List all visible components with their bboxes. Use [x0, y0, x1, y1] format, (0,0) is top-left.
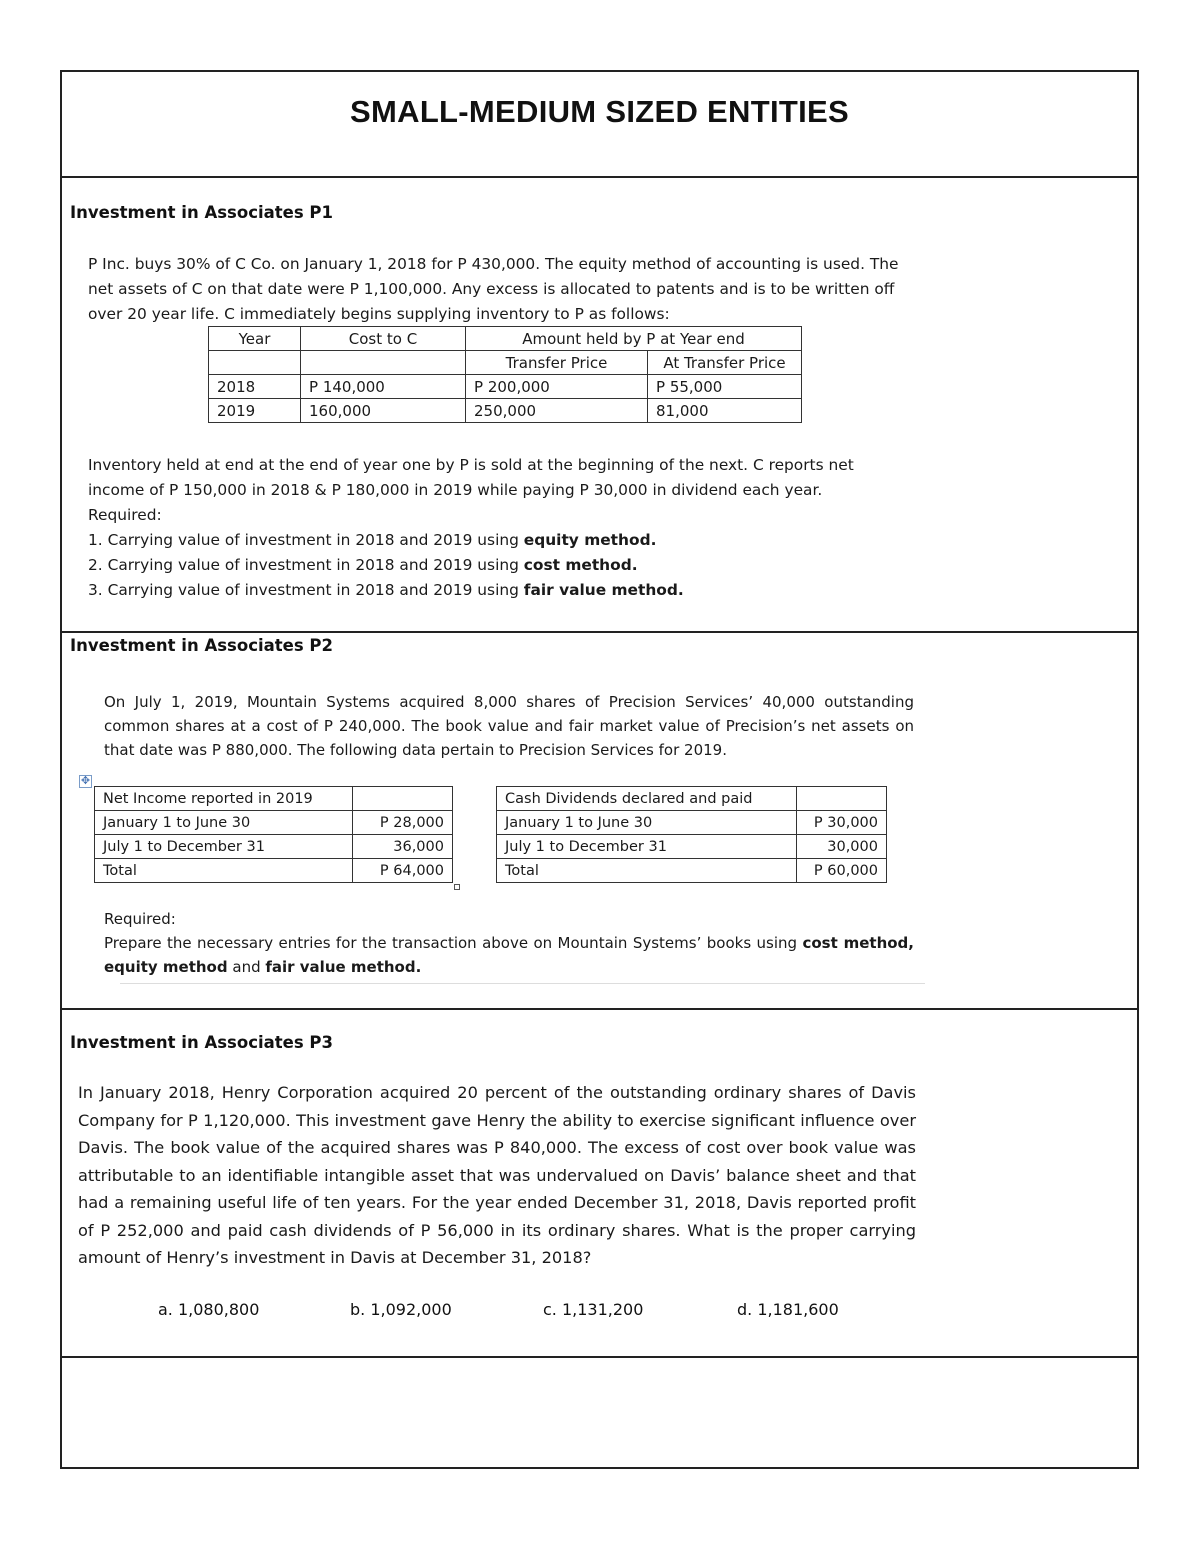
choice-d: d. 1,181,600	[737, 1300, 839, 1319]
table-cell	[797, 787, 887, 811]
table-cell	[209, 351, 301, 375]
table-row	[497, 835, 887, 859]
table-row	[209, 375, 802, 399]
p2-required	[104, 907, 914, 979]
table-cell: 2018	[209, 375, 301, 399]
p2-required-text	[104, 931, 914, 979]
section-heading-p1: Investment in Associates P1	[70, 203, 333, 222]
required-joiner: and	[227, 958, 266, 976]
table-resize-handle[interactable]	[454, 884, 460, 890]
table-header: Net Income reported in 2019	[95, 787, 353, 811]
faint-rule	[120, 983, 925, 984]
header-amount-held: Amount held by P at Year end	[466, 327, 802, 351]
table-move-handle-icon[interactable]: ✥	[80, 775, 91, 787]
table-cell: 2019	[209, 399, 301, 423]
required-methods: cost method, equity method	[104, 934, 914, 976]
table-row	[95, 811, 453, 835]
p1-body-line: income of P 150,000 in 2018 & P 180,000 in 2019 while paying P 30,000 in dividend each year.	[88, 481, 823, 499]
table-cell: January 1 to June 30	[497, 811, 797, 835]
table-cell: Total	[497, 859, 797, 883]
p1-body-line: Inventory held at end at the end of year one by P is sold at the beginning of the next. C reports net	[88, 456, 854, 474]
p1-inventory-table	[208, 326, 802, 423]
divider-p3	[60, 1356, 1139, 1358]
header-year: Year	[209, 327, 301, 351]
table-header: Cash Dividends declared and paid	[497, 787, 797, 811]
table-row	[497, 787, 887, 811]
table-cell: January 1 to June 30	[95, 811, 353, 835]
table-cell: 81,000	[648, 399, 802, 423]
divider-p2	[60, 1008, 1139, 1010]
table-cell: July 1 to December 31	[497, 835, 797, 859]
item-text: 3. Carrying value of investment in 2018 and 2019 using	[88, 581, 524, 599]
table-cell: P 60,000	[797, 859, 887, 883]
required-text: Prepare the necessary entries for the transaction above on Mountain Systems’ books using	[104, 934, 803, 952]
item-method: equity method.	[523, 531, 657, 549]
table-cell: P 64,000	[353, 859, 453, 883]
p1-required-item	[88, 553, 958, 578]
table-cell	[301, 351, 466, 375]
p1-intro-line: P Inc. buys 30% of C Co. on January 1, 2018 for P 430,000. The equity method of accounting is used. The	[88, 255, 899, 273]
p1-body	[88, 453, 958, 603]
p1-required-label: Required:	[88, 506, 162, 524]
table-row	[209, 399, 802, 423]
item-method: cost method.	[523, 556, 638, 574]
item-method: fair value method.	[523, 581, 684, 599]
document-title: SMALL-MEDIUM SIZED ENTITIES	[350, 94, 849, 129]
p3-body: In January 2018, Henry Corporation acquired 20 percent of the outstanding ordinary shares of Davis Company for P 1,120,000. This investment gave Henry the ability to exercise significant influence over Davis. The book value of the acquired shares was P 840,000. The excess of cost over book value was attributable to an identifiable intangible asset that was undervalued on Davis’ balance sheet and that had a remaining useful life of ten years. For the year ended December 31, 2018, Davis reported profit of P 252,000 and paid cash dividends of P 56,000 in its ordinary shares. What is the proper carrying amount of Henry’s investment in Davis at December 31, 2018?	[78, 1083, 916, 1267]
table-row	[95, 859, 453, 883]
section-heading-p3: Investment in Associates P3	[70, 1033, 333, 1052]
table-cell: 250,000	[466, 399, 648, 423]
table-row	[497, 859, 887, 883]
table-cell: July 1 to December 31	[95, 835, 353, 859]
table-cell: 30,000	[797, 835, 887, 859]
table-cell: P 28,000	[353, 811, 453, 835]
table-cell: P 200,000	[466, 375, 648, 399]
p1-intro	[88, 252, 958, 327]
item-text: 2. Carrying value of investment in 2018 and 2019 using	[88, 556, 524, 574]
table-row	[95, 787, 453, 811]
table-cell: P 55,000	[648, 375, 802, 399]
choice-b: b. 1,092,000	[350, 1300, 452, 1319]
table-cell: 160,000	[301, 399, 466, 423]
p2-intro: On July 1, 2019, Mountain Systems acquired 8,000 shares of Precision Services’ 40,000 outstanding common shares at a cost of P 240,000. The book value and fair market value of Precision’s net assets on that date was P 880,000. The following data pertain to Precision Services for 2019.	[104, 693, 914, 759]
p2-net-income-table	[94, 786, 453, 883]
table-cell	[353, 787, 453, 811]
divider-p1	[60, 631, 1139, 633]
p2-dividends-table	[496, 786, 887, 883]
table-row	[209, 351, 802, 375]
required-method-last: fair value method.	[265, 958, 422, 976]
header-cost: Cost to C	[301, 327, 466, 351]
header-at-transfer-price: At Transfer Price	[648, 351, 802, 375]
section-heading-p2: Investment in Associates P2	[70, 636, 333, 655]
p2-required-label: Required:	[104, 910, 176, 928]
table-cell: P 140,000	[301, 375, 466, 399]
choice-a: a. 1,080,800	[158, 1300, 260, 1319]
table-cell: 36,000	[353, 835, 453, 859]
choice-c: c. 1,131,200	[543, 1300, 644, 1319]
table-row	[497, 811, 887, 835]
p1-intro-line: over 20 year life. C immediately begins supplying inventory to P as follows:	[88, 305, 670, 323]
table-row	[95, 835, 453, 859]
header-transfer-price: Transfer Price	[466, 351, 648, 375]
item-text: 1. Carrying value of investment in 2018 and 2019 using	[88, 531, 524, 549]
divider-title	[60, 176, 1139, 178]
table-row	[209, 327, 802, 351]
table-cell: Total	[95, 859, 353, 883]
p1-required-item	[88, 578, 958, 603]
table-cell: P 30,000	[797, 811, 887, 835]
p1-required-item	[88, 528, 958, 553]
p1-intro-line: net assets of C on that date were P 1,100,000. Any excess is allocated to patents and is to be written off	[88, 280, 895, 298]
